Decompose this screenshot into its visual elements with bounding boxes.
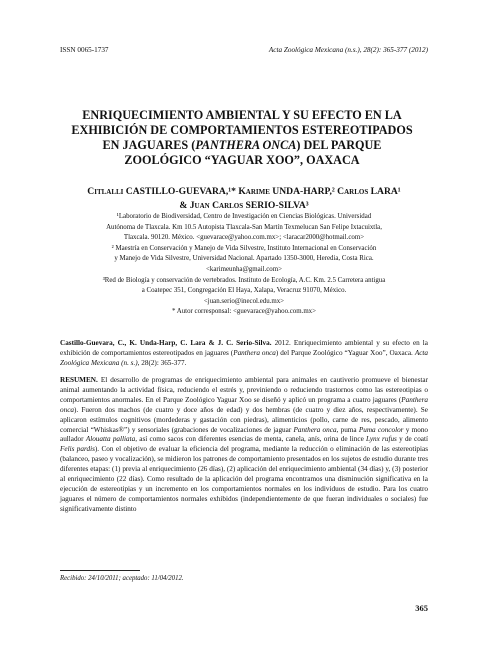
author-list — [60, 185, 428, 213]
affiliation-line: ³Red de Biología y conservación de vertebrados. Instituto de Ecología, A.C. Km. 2.5 Carretera antigua — [102, 276, 386, 284]
corresponding-author: * Autor corresponsal: <guevarace@yahoo.com.mx> — [171, 308, 317, 316]
affiliation-line: <karimeunha@gmail.com> — [206, 265, 282, 273]
title-line: EN JAGUARES (PANTHERA ONCA) DEL PARQUE — [102, 138, 382, 152]
species-name: Panthera onca — [60, 395, 428, 414]
affiliation-line: Tlaxcala. 90120. México. <guevarace@yahoo.com.mx>; <laracar2000@hotmail.com> — [123, 234, 365, 242]
abstract: RESUMEN. El desarrollo de programas de enriquecimiento ambiental para animales en cautiverio promueve el bienestar animal aumentando la actividad física, reduciendo el estrés y, previniendo o reduciendo trastornos como las estereotipias o comportamientos anormales. En el Parque Zoológico Yaguar Xoo se diseñó y aplicó un programa a cuatro jaguares (Panthera onca). Fueron dos machos (de cuatro y doce años de edad) y dos hembras (de cuatro y diez años, respectivamente). Se aplicaron estímulos cognitivos (mordederas y gastación con piedras), alimenticios (pollo, carne de res, pescado, alimento comercial “Whiskas®”) y sensoriales (grabaciones de vocalizaciones de jaguar Panthera onca, puma Puma concolor y mono aullador Alouatta palliata, así como sacos con diferentes esencias de menta, canela, anís, orina de lince Lynx rufus y de coatí Felis pardis). Con el objetivo de evaluar la eficiencia del programa, mediante la reducción o eliminación de las estereotipias (balanceo, paseo y vocalización), se midieron los patrones de comportamiento presentados en los sujetos de estudio durante tres diferentes etapas: (1) previa al enriquecimiento (26 días), (2) aplicación del enriquecimiento ambiental (34 días) y, (3) posterior al enriquecimiento (22 días). Como resultado de la aplicación del programa encontramos una disminución significativa en la ejecución de estereotipias y un incremento en los comportamientos normales en los individuos de estudio. Para los cuatro jaguares el número de comportamientos normales exhibidos (independientemente de que fueran individuales o sociales) fue significativamente distinto — [60, 376, 429, 513]
affiliation-line: y Manejo de Vida Silvestre, Universidad Nacional. Apartado 1350-3000, Heredia, Costa Rica. — [114, 255, 374, 263]
affiliation-line: ² Maestría en Conservación y Manejo de Vida Silvestre, Instituto Internacional en Conservación — [111, 244, 377, 252]
species-name: Felis pardis — [60, 445, 95, 454]
journal-name: Acta Zoológica Mexicana (n. s.) — [60, 348, 428, 367]
received-dates: Recibido: 24/10/2011; aceptado: 11/04/2012. — [60, 575, 184, 582]
title-line: ENRIQUECIMIENTO AMBIENTAL Y SU EFECTO EN LA — [82, 108, 402, 122]
abstract-label: RESUMEN. — [60, 376, 98, 384]
species-name: Puma concolor — [358, 425, 404, 434]
affiliation-line: ¹Laboratorio de Biodiversidad, Centro de Investigación en Ciencias Biológicas. Universidad — [116, 213, 372, 220]
title-line: EXHIBICIÓN DE COMPORTAMIENTOS ESTEREOTIPADOS — [71, 123, 413, 137]
author-line: & Juan Carlos SERIO-SILVA³ — [179, 200, 309, 211]
species-name: Lynx rufus — [366, 435, 397, 444]
affiliation-line: Autónoma de Tlaxcala. Km 10.5 Autopista Tlaxcala-San Martín Texmelucan San Felipe Ixtacuixtla, — [106, 223, 382, 231]
author-line: Citlalli CASTILLO-GUEVARA,¹* Karime UNDA-HARP,² Carlos LARA¹ — [87, 186, 401, 197]
affiliation-line: a Coatepec 351, Congregación El Haya, Xalapa, Veracruz 91070, México. — [141, 287, 347, 295]
species-name: Panthera onca — [233, 348, 276, 357]
article-title — [70, 108, 414, 168]
title-line: ZOOLÓGICO “YAGUAR XOO”, OAXACA — [124, 153, 360, 167]
citation: Castillo-Guevara, C., K. Unda-Harp, C. Lara & J. C. Serio-Silva. 2012. Enriquecimiento ambiental y su efecto en la exhibición de comportamientos estereotipados en jaguares (Panthera onca) del Parque Zoológico “Yaguar Xoo”, Oaxaca. Acta Zoológica Mexicana (n. s.), 28(2): 365-377. — [60, 339, 428, 367]
citation-authors: Castillo-Guevara, C., K. Unda-Harp, C. Lara & J. C. Serio-Silva. — [60, 339, 272, 347]
journal-reference: Acta Zoológica Mexicana (n.s.), 28(2): 365-377 (2012) — [268, 46, 428, 54]
footnote-divider — [60, 570, 140, 571]
species-name: Panthera onca — [293, 425, 337, 434]
affiliation-line: <juan.serio@inecol.edu.mx> — [203, 297, 285, 305]
affiliations — [60, 212, 428, 318]
issn: ISSN 0065-1737 — [60, 46, 109, 54]
species-name: Alouatta palliata — [85, 435, 136, 444]
page-number: 365 — [415, 603, 428, 613]
species-name: PANTHERA ONCA — [195, 138, 297, 152]
running-head — [60, 46, 428, 54]
